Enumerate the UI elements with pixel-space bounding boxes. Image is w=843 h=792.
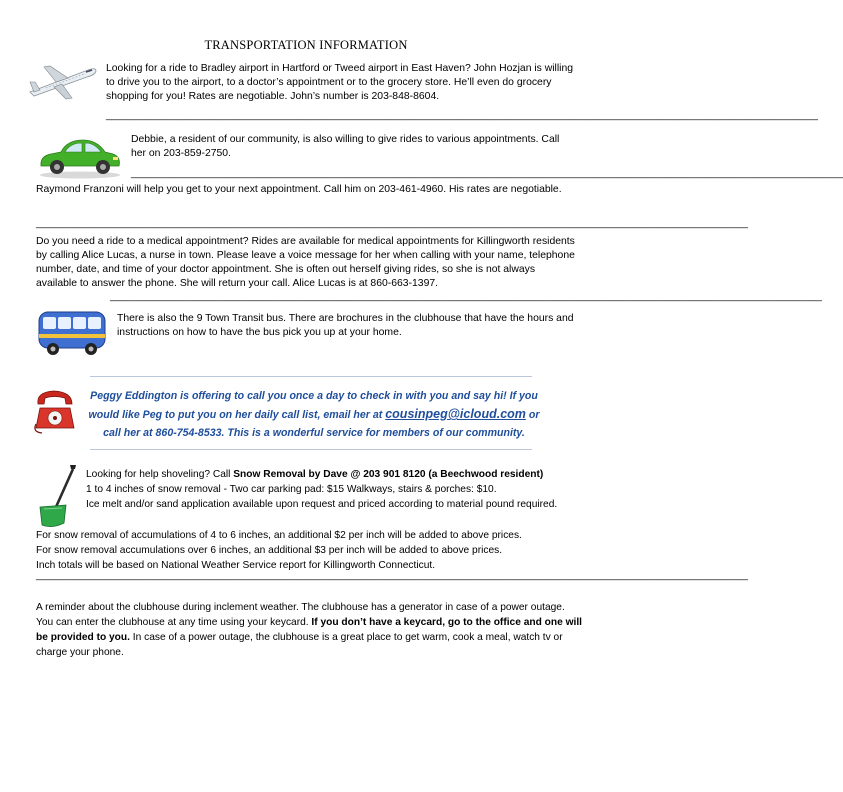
separator-line: ________________________________________________________________________________________________________________________________ — [110, 291, 822, 302]
snow-removal-heading — [86, 467, 576, 482]
peggy-bottom-divider — [90, 449, 532, 450]
separator-line: ________________________________________________________________________________________________________________________________ — [131, 168, 843, 179]
telephone-icon — [32, 384, 78, 434]
snow-pricing-line: 1 to 4 inches of snow removal - Two car parking pad: $15 Walkways, stairs & porches: $10. — [86, 484, 497, 495]
snow-ice-melt-line: Ice melt and/or sand application available upon request and priced according to material pound required. — [86, 499, 558, 510]
snow-over6-line: For snow removal accumulations over 6 inches, an additional $3 per inch will be added to above prices. — [36, 545, 503, 556]
snow-nws-line: Inch totals will be based on National Weather Service report for Killingworth Connecticut. — [36, 560, 436, 571]
snow-4to6-line: For snow removal of accumulations of 4 to 6 inches, an additional $2 per inch will be added to above prices. — [36, 530, 522, 541]
raymond-ride-text: Raymond Franzoni will help you get to your next appointment. Call him on 203-461-4960. His rates are negotiable. — [36, 184, 562, 195]
car-icon — [37, 132, 123, 180]
peggy-top-divider — [90, 376, 532, 377]
debbie-ride-text: Debbie, a resident of our community, is also willing to give rides to various appointments. Call her on 203-859-2750. — [131, 134, 560, 159]
medical-ride-text: Do you need a ride to a medical appointment? Rides are available for medical appointments for Killingworth residents by calling Alice Lucas, a nurse in town. Please leave a voice message for her when calling with your name, telephone number, date, and time of your doctor appointment. She is often out herself giving rides, so she is not always available to answer the phone. She will return your call. Alice Lucas is at 860-663-1397. — [36, 236, 575, 289]
clubhouse-reminder — [36, 600, 582, 660]
snow-intro: Looking for help shoveling? Call — [86, 469, 234, 480]
peggy-call-notice — [84, 387, 544, 442]
peggy-email-link[interactable]: cousinpeg@icloud.com — [385, 407, 526, 421]
airplane-icon — [26, 58, 98, 102]
page-title: TRANSPORTATION INFORMATION — [204, 38, 408, 52]
bus-icon — [36, 306, 110, 358]
separator-line: ________________________________________________________________________________________________________________________________ — [36, 218, 748, 229]
clubhouse-text-part2: In case of a power outage, the clubhouse is a great place to get warm, cook a meal, watch tv or charge your phone. — [36, 632, 563, 658]
separator-line: ________________________________________________________________________________________________________________________________ — [36, 570, 748, 581]
snow-service-name: Snow Removal by Dave @ 203 901 8120 (a Beechwood resident) — [233, 469, 544, 480]
peggy-text-part2: or call her at 860-754-8533. This is a wonderful service for members of our community. — [103, 409, 540, 439]
clubhouse-text-part1: A reminder about the clubhouse during inclement weather. The clubhouse has a generator in case of a power outage. You can enter the clubhouse at any time using your keycard. — [36, 602, 565, 628]
separator-line: ________________________________________________________________________________________________________________________________ — [106, 110, 818, 121]
clubhouse-keycard-notice: If you don’t have a keycard, go to the office and one will be provided to you. — [36, 617, 582, 643]
airport-ride-text: Looking for a ride to Bradley airport in Hartford or Tweed airport in East Haven? John Hozjan is willing to drive you to the airport, to a doctor’s appointment or to the grocery store. He’ll even do grocery shopping for you! Rates are negotiable. John’s number is 203-848-8604. — [106, 63, 574, 102]
snow-shovel-icon — [36, 463, 86, 531]
bus-info-text: There is also the 9 Town Transit bus. There are brochures in the clubhouse that have the hours and instructions on how to have the bus pick you up at your home. — [117, 313, 574, 338]
peggy-text-part1: Peggy Eddington is offering to call you once a day to check in with you and say hi! If you would like Peg to put you on her daily call list, email her at — [88, 390, 538, 421]
